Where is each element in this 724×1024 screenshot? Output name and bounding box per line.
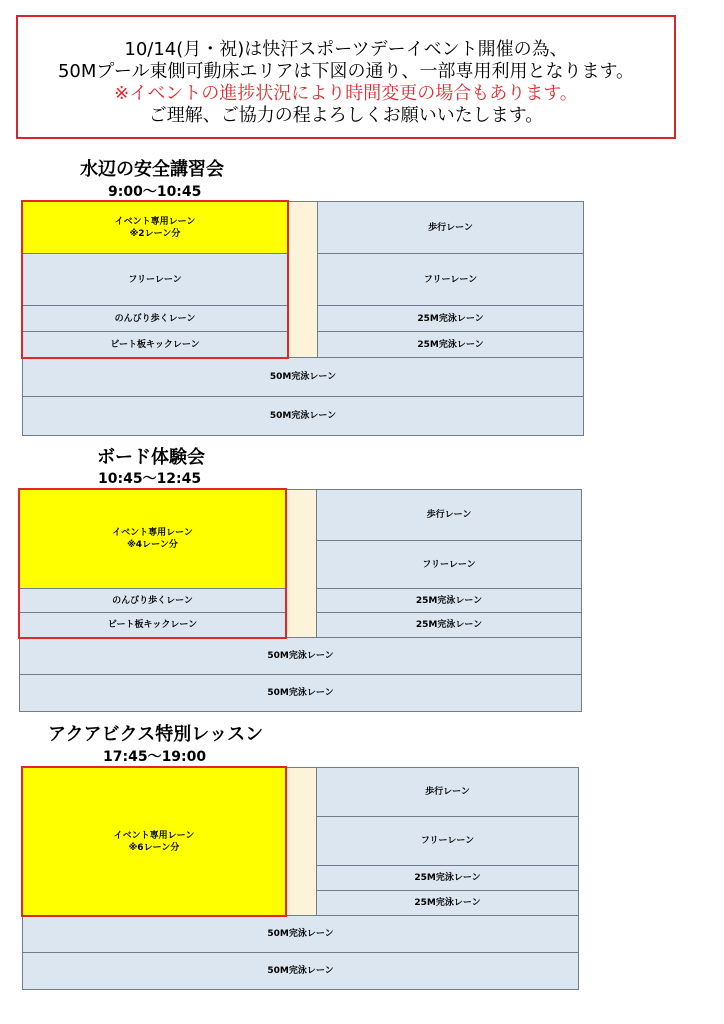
section-1-right-lane-1: 歩行レーン <box>317 201 584 254</box>
section-1-right-lane-3: 25M完泳レーン <box>317 305 584 332</box>
section-1-title: 水辺の安全講習会 <box>80 159 224 180</box>
section-2-right-lane-3: 25M完泳レーン <box>316 588 582 613</box>
section-3-title: アクアビクス特別レッスン <box>48 724 264 745</box>
section-3-right-lane-4: 25M完泳レーン <box>316 890 579 916</box>
section-3-left-lane-1: イベント専用レーン ※6レーン分 <box>22 767 286 916</box>
section-2-full-lane-1: 50M完泳レーン <box>19 637 582 675</box>
section-3-divider <box>286 767 317 916</box>
section-3-time: 17:45〜19:00 <box>103 749 207 765</box>
section-1-full-lane-2: 50M完泳レーン <box>22 396 584 436</box>
section-2-left-lane-3: ビート板キックレーン <box>19 612 286 638</box>
section-2-left-lane-2: のんびり歩くレーン <box>19 588 286 613</box>
notice-line-2: 50Mプール東側可動床エリアは下図の通り、一部専用利用となります。 <box>57 61 635 82</box>
section-2-full-lane-2: 50M完泳レーン <box>19 674 582 712</box>
section-3-right-lane-3: 25M完泳レーン <box>316 865 579 891</box>
section-2-time: 10:45〜12:45 <box>98 471 202 487</box>
section-1-left-lane-2: フリーレーン <box>22 253 288 306</box>
section-2-title: ボード体験会 <box>97 447 205 468</box>
section-2-divider <box>286 489 317 638</box>
notice-box <box>16 15 676 139</box>
section-3-right-lane-2: フリーレーン <box>316 816 579 866</box>
section-1-full-lane-1: 50M完泳レーン <box>22 357 584 397</box>
section-2-left-lane-1: イベント専用レーン ※4レーン分 <box>19 489 286 589</box>
notice-warning-line: ※イベントの進捗状況により時間変更の場合もあります。 <box>114 83 578 104</box>
notice-line-4: ご理解、ご協力の程よろしくお願いいたします。 <box>148 105 544 126</box>
section-1-divider <box>288 201 318 358</box>
section-3-full-lane-2: 50M完泳レーン <box>22 952 579 990</box>
section-2-right-lane-2: フリーレーン <box>316 540 582 589</box>
section-2-right-lane-1: 歩行レーン <box>316 489 582 541</box>
section-1-left-lane-4: ビート板キックレーン <box>22 331 288 358</box>
notice-line-1: 10/14(月・祝)は快汗スポーツデーイベント開催の為、 <box>124 39 568 60</box>
section-3-right-lane-1: 歩行レーン <box>316 767 579 817</box>
section-3-full-lane-1: 50M完泳レーン <box>22 915 579 953</box>
section-2-right-lane-4: 25M完泳レーン <box>316 612 582 638</box>
section-1-left-lane-1: イベント専用レーン ※2レーン分 <box>22 201 288 254</box>
section-1-time: 9:00〜10:45 <box>108 184 202 200</box>
section-1-right-lane-2: フリーレーン <box>317 253 584 306</box>
section-1-right-lane-4: 25M完泳レーン <box>317 331 584 358</box>
section-1-left-lane-3: のんびり歩くレーン <box>22 305 288 332</box>
